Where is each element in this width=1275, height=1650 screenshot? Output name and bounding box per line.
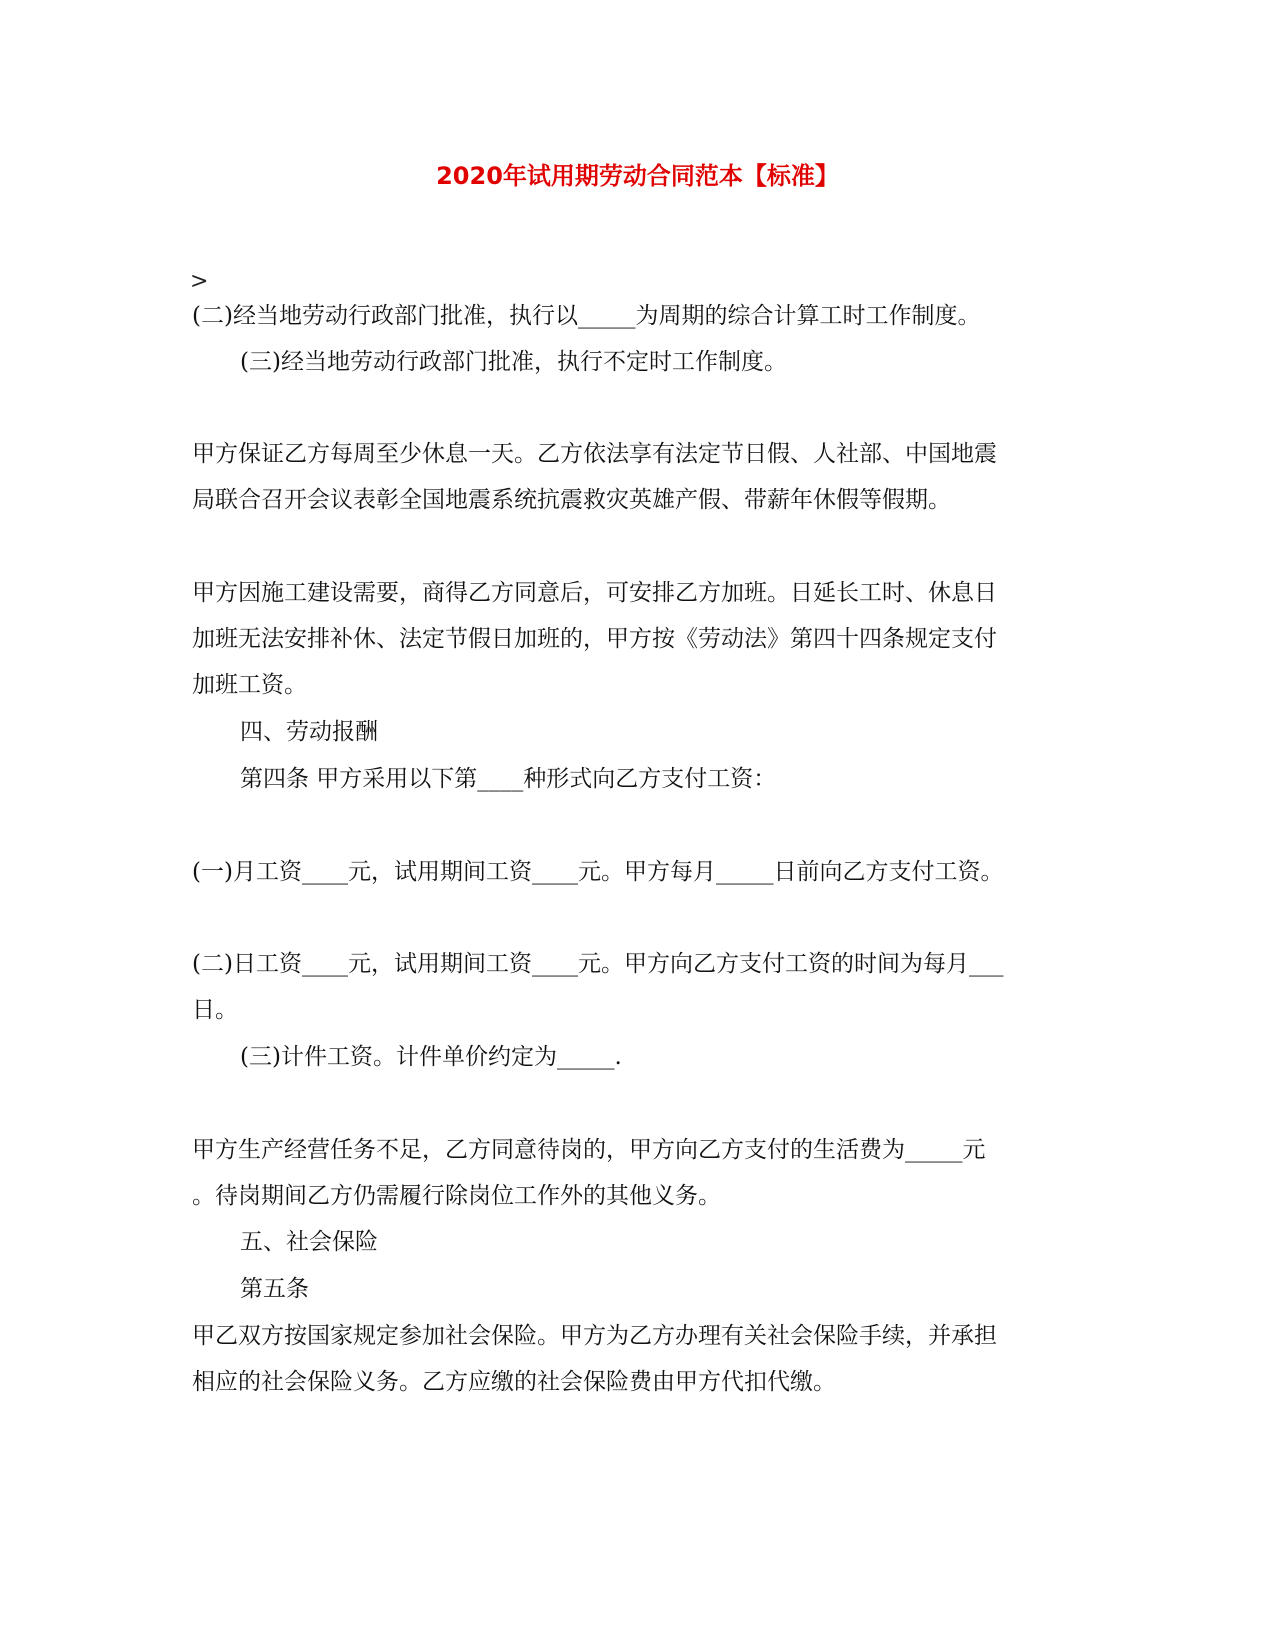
document-title: 2020年试用期劳动合同范本【标准】 [436, 162, 839, 190]
paragraph-line: (三)计件工资。计件单价约定为_____. [240, 1044, 622, 1070]
paragraph-line: 加班工资。 [192, 672, 307, 698]
paragraph-line: (一)月工资____元，试用期间工资____元。甲方每月_____日前向乙方支付工资。 [192, 859, 1004, 885]
paragraph-line: (三)经当地劳动行政部门批准，执行不定时工作制度。 [240, 349, 787, 375]
paragraph-line: 甲乙双方按国家规定参加社会保险。甲方为乙方办理有关社会保险手续，并承担 [192, 1323, 997, 1349]
section-heading: 四、劳动报酬 [240, 719, 378, 745]
arrow-marker: > [190, 269, 209, 294]
section-heading: 五、社会保险 [240, 1229, 378, 1255]
paragraph-line: 第四条 甲方采用以下第____种形式向乙方支付工资： [240, 766, 777, 792]
paragraph-line: 局联合召开会议表彰全国地震系统抗震救灾英雄产假、带薪年休假等假期。 [192, 487, 951, 513]
article-heading: 第五条 [240, 1276, 309, 1302]
paragraph-line: 甲方生产经营任务不足，乙方同意待岗的，甲方向乙方支付的生活费为_____元 [192, 1137, 986, 1163]
paragraph-line: 。待岗期间乙方仍需履行除岗位工作外的其他义务。 [192, 1183, 721, 1209]
paragraph-line: (二)经当地劳动行政部门批准，执行以_____为周期的综合计算工时工作制度。 [192, 303, 981, 329]
paragraph-line: (二)日工资____元，试用期间工资____元。甲方向乙方支付工资的时间为每月___ [192, 951, 1004, 977]
paragraph-line: 日。 [192, 997, 238, 1023]
paragraph-line: 甲方因施工建设需要，商得乙方同意后，可安排乙方加班。日延长工时、休息日 [192, 580, 997, 606]
paragraph-line: 甲方保证乙方每周至少休息一天。乙方依法享有法定节日假、人社部、中国地震 [192, 441, 997, 467]
paragraph-line: 加班无法安排补休、法定节假日加班的，甲方按《劳动法》第四十四条规定支付 [192, 626, 997, 652]
paragraph-line: 相应的社会保险义务。乙方应缴的社会保险费由甲方代扣代缴。 [192, 1369, 836, 1395]
